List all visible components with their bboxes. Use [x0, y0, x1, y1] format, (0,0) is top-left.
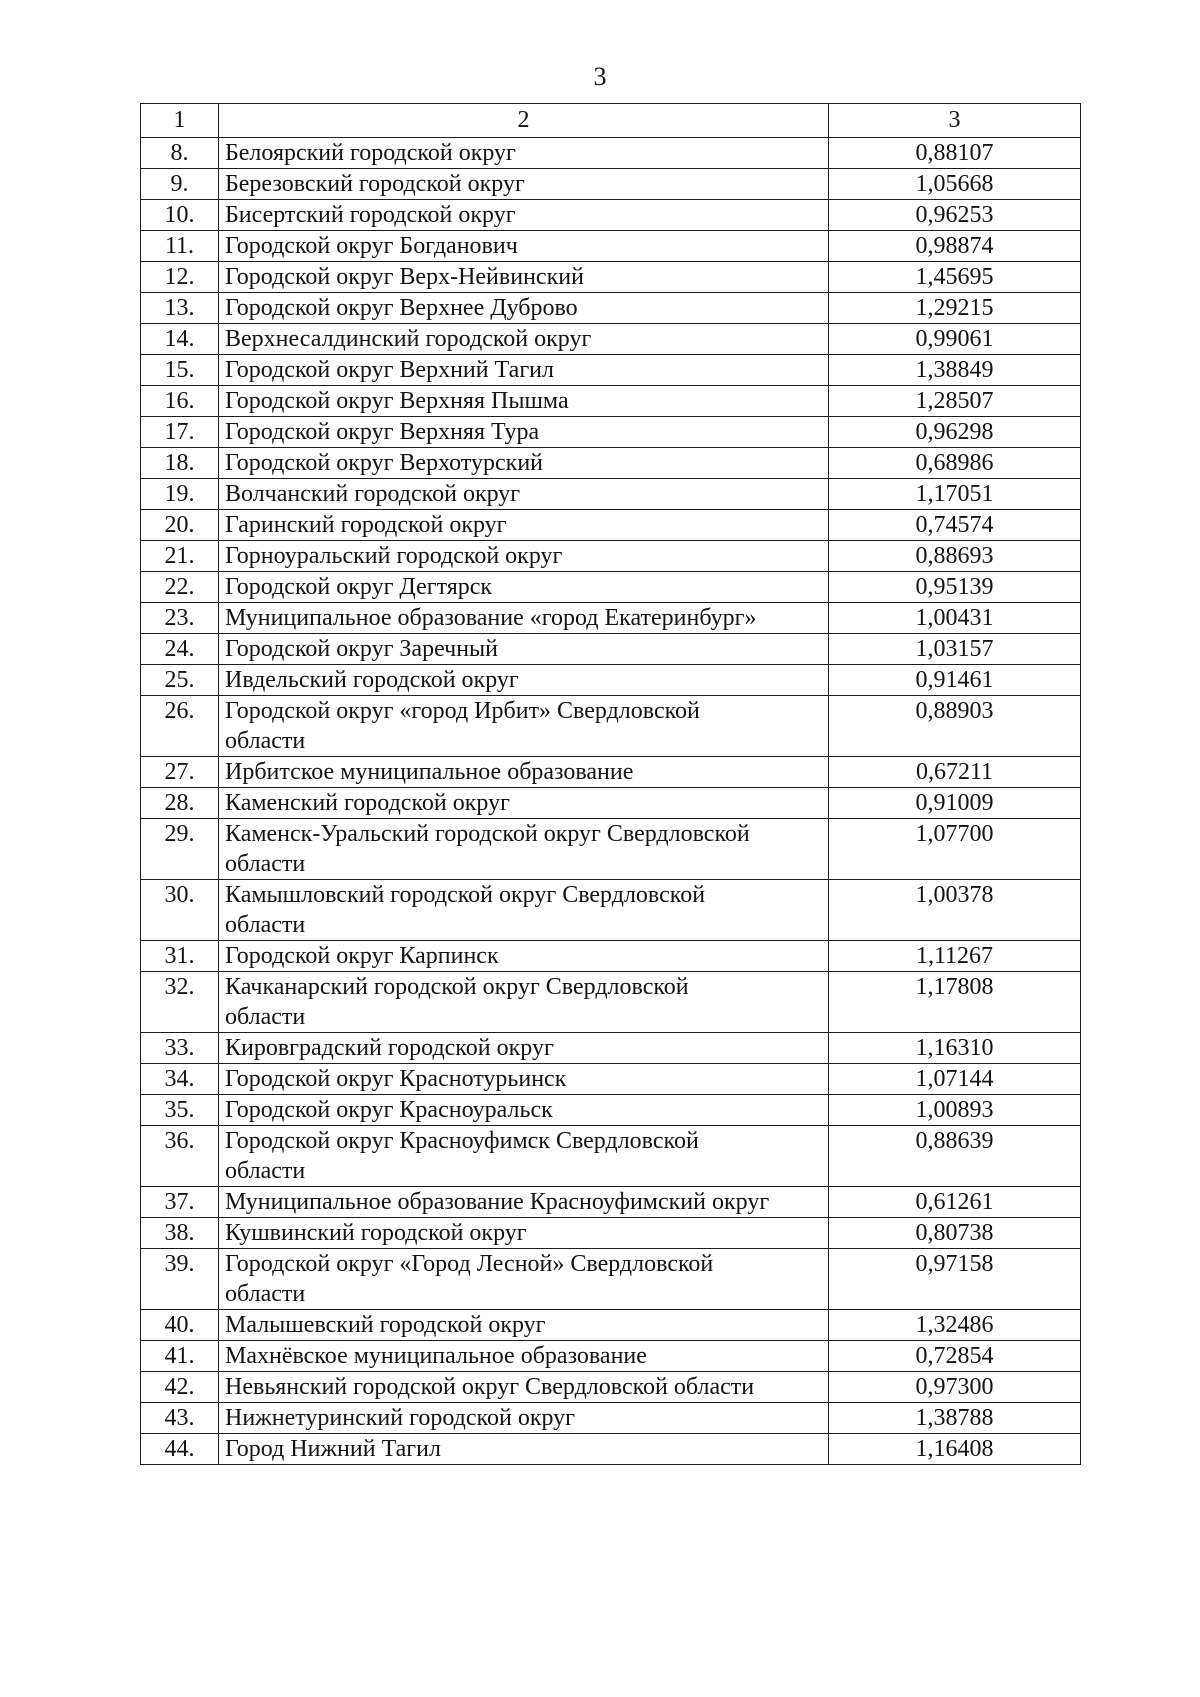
row-name-line: Волчанский городской округ — [225, 481, 521, 507]
row-number: 16. — [141, 386, 219, 417]
table-row — [141, 1372, 1081, 1403]
row-municipality-name — [219, 1403, 829, 1434]
row-coefficient-value: 0,96253 — [829, 200, 1081, 231]
row-number: 24. — [141, 634, 219, 665]
row-number: 41. — [141, 1341, 219, 1372]
table-row — [141, 448, 1081, 479]
row-coefficient-value: 1,38788 — [829, 1403, 1081, 1434]
table-row — [141, 603, 1081, 634]
row-coefficient-value: 1,28507 — [829, 386, 1081, 417]
table-row — [141, 262, 1081, 293]
row-number: 9. — [141, 169, 219, 200]
row-name-line: области — [225, 728, 306, 754]
table-row — [141, 479, 1081, 510]
row-name-line: Городской округ Богданович — [225, 233, 518, 259]
row-coefficient-value: 0,97158 — [829, 1249, 1081, 1310]
row-number: 38. — [141, 1218, 219, 1249]
table-row — [141, 665, 1081, 696]
row-name-line: Муниципальное образование «город Екатеринбург» — [225, 605, 757, 631]
row-name-line: Махнёвское муниципальное образование — [225, 1343, 647, 1369]
table-row — [141, 386, 1081, 417]
row-name-line: Ирбитское муниципальное образование — [225, 759, 634, 785]
row-name-line: Невьянский городской округ Свердловской области — [225, 1374, 755, 1400]
row-name-line: Городской округ Верхотурский — [225, 450, 544, 476]
row-name-line: Березовский городской округ — [225, 171, 525, 197]
row-number: 13. — [141, 293, 219, 324]
row-number: 23. — [141, 603, 219, 634]
row-name-line: Городской округ Краснотурьинск — [225, 1066, 567, 1092]
row-municipality-name — [219, 819, 829, 880]
table-row — [141, 417, 1081, 448]
row-municipality-name — [219, 880, 829, 941]
table-row — [141, 169, 1081, 200]
row-coefficient-value: 0,88639 — [829, 1126, 1081, 1187]
table-row — [141, 1064, 1081, 1095]
row-number: 36. — [141, 1126, 219, 1187]
row-name-line: Город Нижний Тагил — [225, 1436, 441, 1462]
row-municipality-name — [219, 262, 829, 293]
row-municipality-name — [219, 386, 829, 417]
row-coefficient-value: 0,61261 — [829, 1187, 1081, 1218]
row-name-line: Городской округ «город Ирбит» Свердловской — [225, 698, 700, 724]
row-coefficient-value: 1,03157 — [829, 634, 1081, 665]
row-coefficient-value: 1,45695 — [829, 262, 1081, 293]
table-row — [141, 972, 1081, 1033]
row-coefficient-value: 0,80738 — [829, 1218, 1081, 1249]
row-coefficient-value: 1,00378 — [829, 880, 1081, 941]
row-municipality-name — [219, 665, 829, 696]
row-number: 37. — [141, 1187, 219, 1218]
row-number: 40. — [141, 1310, 219, 1341]
row-name-line: Муниципальное образование Красноуфимский округ — [225, 1189, 770, 1215]
row-municipality-name — [219, 941, 829, 972]
column-header-number: 1 — [141, 104, 219, 138]
table-header — [141, 104, 1081, 138]
row-municipality-name — [219, 324, 829, 355]
table-row — [141, 1126, 1081, 1187]
row-name-line: Гаринский городской округ — [225, 512, 507, 538]
row-municipality-name — [219, 417, 829, 448]
row-coefficient-value: 1,00893 — [829, 1095, 1081, 1126]
row-name-line: Каменск-Уральский городской округ Свердловской — [225, 821, 750, 847]
row-number: 14. — [141, 324, 219, 355]
row-number: 11. — [141, 231, 219, 262]
row-municipality-name — [219, 231, 829, 262]
table-row — [141, 324, 1081, 355]
table-row — [141, 1341, 1081, 1372]
row-name-line: Верхнесалдинский городской округ — [225, 326, 592, 352]
row-coefficient-value: 1,00431 — [829, 603, 1081, 634]
table-row — [141, 1033, 1081, 1064]
row-coefficient-value: 0,68986 — [829, 448, 1081, 479]
row-coefficient-value: 0,91009 — [829, 788, 1081, 819]
row-municipality-name — [219, 1064, 829, 1095]
row-number: 10. — [141, 200, 219, 231]
row-number: 32. — [141, 972, 219, 1033]
row-name-line: Горноуральский городской округ — [225, 543, 563, 569]
table-row — [141, 788, 1081, 819]
table-header-row — [141, 104, 1081, 138]
row-number: 17. — [141, 417, 219, 448]
row-name-line: области — [225, 851, 306, 877]
row-coefficient-value: 0,96298 — [829, 417, 1081, 448]
row-municipality-name — [219, 1033, 829, 1064]
row-municipality-name — [219, 479, 829, 510]
row-municipality-name — [219, 788, 829, 819]
row-municipality-name — [219, 1126, 829, 1187]
table-row — [141, 541, 1081, 572]
row-municipality-name — [219, 972, 829, 1033]
row-name-line: Кушвинский городской округ — [225, 1220, 527, 1246]
row-name-line: Бисертский городской округ — [225, 202, 516, 228]
row-coefficient-value: 1,17051 — [829, 479, 1081, 510]
row-municipality-name — [219, 1218, 829, 1249]
row-coefficient-value: 0,88903 — [829, 696, 1081, 757]
row-municipality-name — [219, 200, 829, 231]
row-number: 42. — [141, 1372, 219, 1403]
row-number: 29. — [141, 819, 219, 880]
row-number: 18. — [141, 448, 219, 479]
row-number: 19. — [141, 479, 219, 510]
row-number: 43. — [141, 1403, 219, 1434]
row-municipality-name — [219, 1310, 829, 1341]
row-name-line: области — [225, 1158, 306, 1184]
row-name-line: Городской округ Верхний Тагил — [225, 357, 554, 383]
table-row — [141, 941, 1081, 972]
row-number: 35. — [141, 1095, 219, 1126]
row-number: 8. — [141, 138, 219, 169]
row-number: 26. — [141, 696, 219, 757]
table-row — [141, 1218, 1081, 1249]
row-name-line: Качканарский городской округ Свердловской — [225, 974, 689, 1000]
row-municipality-name — [219, 510, 829, 541]
row-name-line: Белоярский городской округ — [225, 140, 516, 166]
row-municipality-name — [219, 293, 829, 324]
column-header-name: 2 — [219, 104, 829, 138]
row-number: 22. — [141, 572, 219, 603]
row-name-line: Городской округ Верхнее Дуброво — [225, 295, 578, 321]
row-coefficient-value: 0,67211 — [829, 757, 1081, 788]
row-name-line: Городской округ Заречный — [225, 636, 499, 662]
row-name-line: Городской округ Дегтярск — [225, 574, 493, 600]
table-body — [141, 138, 1081, 1465]
row-municipality-name — [219, 572, 829, 603]
row-name-line: Городской округ Верхняя Тура — [225, 419, 540, 445]
row-name-line: Городской округ Красноуфимск Свердловской — [225, 1128, 699, 1154]
row-municipality-name — [219, 541, 829, 572]
row-coefficient-value: 0,72854 — [829, 1341, 1081, 1372]
row-number: 34. — [141, 1064, 219, 1095]
table-row — [141, 819, 1081, 880]
coefficients-table — [140, 103, 1081, 1465]
table-row — [141, 757, 1081, 788]
page-number: 3 — [593, 62, 607, 91]
row-municipality-name — [219, 1341, 829, 1372]
row-municipality-name — [219, 138, 829, 169]
row-name-line: Городской округ Карпинск — [225, 943, 499, 969]
row-coefficient-value: 1,29215 — [829, 293, 1081, 324]
table-row — [141, 200, 1081, 231]
table-row — [141, 634, 1081, 665]
row-municipality-name — [219, 603, 829, 634]
table-row — [141, 1310, 1081, 1341]
row-number: 33. — [141, 1033, 219, 1064]
table-row — [141, 1403, 1081, 1434]
row-municipality-name — [219, 448, 829, 479]
table-row — [141, 572, 1081, 603]
row-name-line: Городской округ Верх-Нейвинский — [225, 264, 584, 290]
row-number: 27. — [141, 757, 219, 788]
row-name-line: Городской округ «Город Лесной» Свердловской — [225, 1251, 714, 1277]
row-coefficient-value: 1,07144 — [829, 1064, 1081, 1095]
row-coefficient-value: 0,91461 — [829, 665, 1081, 696]
row-coefficient-value: 0,98874 — [829, 231, 1081, 262]
row-coefficient-value: 1,16408 — [829, 1434, 1081, 1465]
table-row — [141, 231, 1081, 262]
row-municipality-name — [219, 355, 829, 386]
row-name-line: Городской округ Красноуральск — [225, 1097, 553, 1123]
row-coefficient-value: 0,95139 — [829, 572, 1081, 603]
row-municipality-name — [219, 1249, 829, 1310]
table-row — [141, 1434, 1081, 1465]
row-number: 44. — [141, 1434, 219, 1465]
row-name-line: области — [225, 1004, 306, 1030]
row-municipality-name — [219, 1434, 829, 1465]
table-row — [141, 355, 1081, 386]
column-header-value: 3 — [829, 104, 1081, 138]
row-name-line: Камышловский городской округ Свердловской — [225, 882, 706, 908]
row-coefficient-value: 1,16310 — [829, 1033, 1081, 1064]
row-municipality-name — [219, 757, 829, 788]
row-coefficient-value: 0,88107 — [829, 138, 1081, 169]
row-municipality-name — [219, 1187, 829, 1218]
row-number: 28. — [141, 788, 219, 819]
row-name-line: Нижнетуринский городской округ — [225, 1405, 576, 1431]
row-number: 21. — [141, 541, 219, 572]
table-row — [141, 1249, 1081, 1310]
row-name-line: Городской округ Верхняя Пышма — [225, 388, 569, 414]
row-name-line: Кировградский городской округ — [225, 1035, 554, 1061]
row-name-line: области — [225, 912, 306, 938]
row-number: 20. — [141, 510, 219, 541]
row-name-line: области — [225, 1281, 306, 1307]
row-municipality-name — [219, 1095, 829, 1126]
row-coefficient-value: 0,88693 — [829, 541, 1081, 572]
row-coefficient-value: 0,97300 — [829, 1372, 1081, 1403]
table-row — [141, 510, 1081, 541]
row-number: 39. — [141, 1249, 219, 1310]
row-coefficient-value: 1,11267 — [829, 941, 1081, 972]
row-name-line: Ивдельский городской округ — [225, 667, 519, 693]
table-row — [141, 138, 1081, 169]
row-coefficient-value: 1,05668 — [829, 169, 1081, 200]
row-municipality-name — [219, 634, 829, 665]
table-row — [141, 696, 1081, 757]
table-row — [141, 880, 1081, 941]
table-row — [141, 1187, 1081, 1218]
row-coefficient-value: 1,32486 — [829, 1310, 1081, 1341]
row-number: 31. — [141, 941, 219, 972]
row-number: 15. — [141, 355, 219, 386]
row-coefficient-value: 1,07700 — [829, 819, 1081, 880]
row-name-line: Малышевский городской округ — [225, 1312, 546, 1338]
row-name-line: Каменский городской округ — [225, 790, 510, 816]
table-row — [141, 293, 1081, 324]
row-number: 12. — [141, 262, 219, 293]
row-coefficient-value: 0,99061 — [829, 324, 1081, 355]
row-municipality-name — [219, 169, 829, 200]
row-coefficient-value: 0,74574 — [829, 510, 1081, 541]
row-coefficient-value: 1,38849 — [829, 355, 1081, 386]
table-row — [141, 1095, 1081, 1126]
row-number: 25. — [141, 665, 219, 696]
row-municipality-name — [219, 696, 829, 757]
row-municipality-name — [219, 1372, 829, 1403]
row-coefficient-value: 1,17808 — [829, 972, 1081, 1033]
row-number: 30. — [141, 880, 219, 941]
